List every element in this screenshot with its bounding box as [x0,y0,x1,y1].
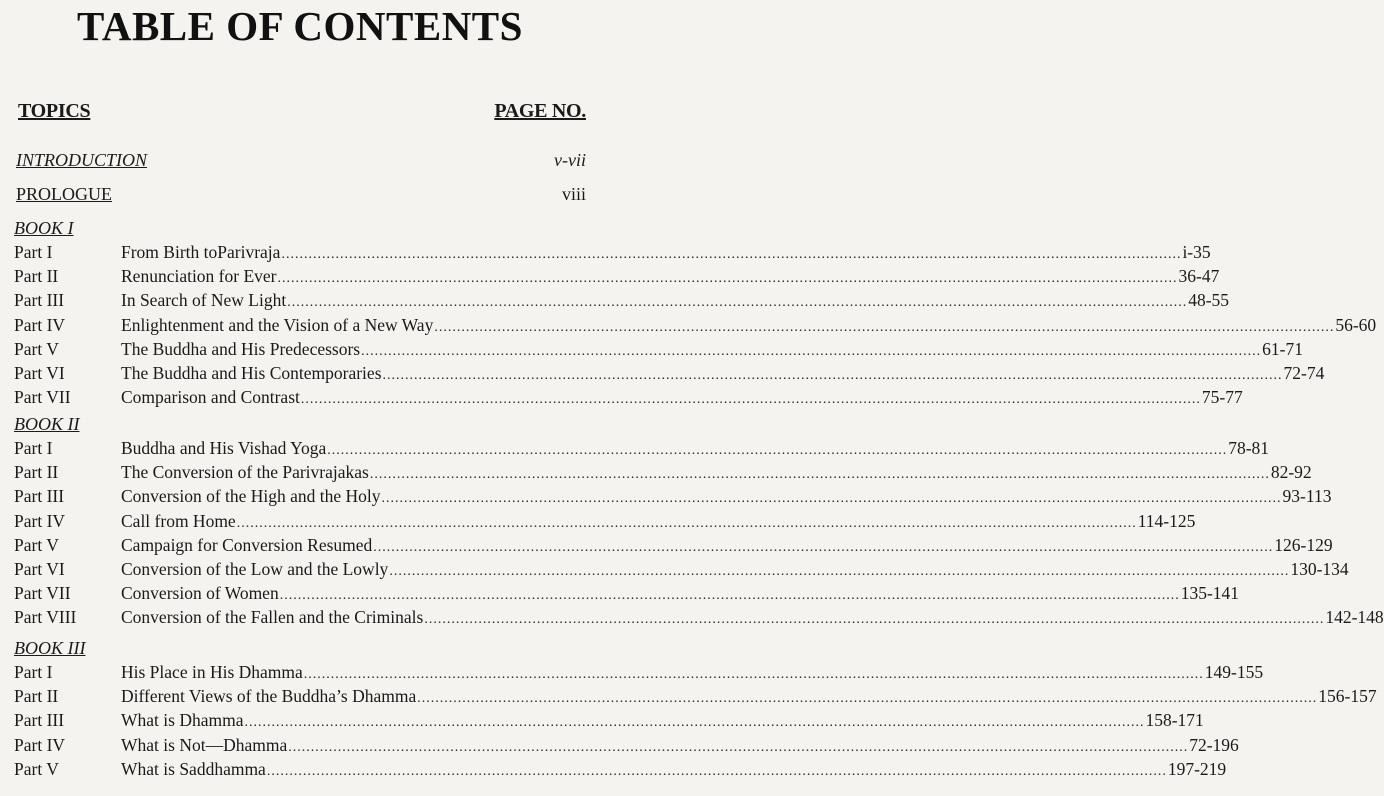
part-label: Part VI [14,363,65,383]
topic-title: Call from Home [121,510,236,531]
page-range: 135-141 [1180,583,1240,604]
page-range: 149-155 [1204,662,1264,682]
topic-title: Different Views of the Buddha’s Dhamma [121,686,417,707]
page-title: TABLE OF CONTENTS [77,3,523,49]
part-label: Part III [14,290,65,311]
toc-entry [121,288,1230,315]
page-range: 130-134 [1290,559,1349,579]
toc-row [0,288,1230,312]
topic-title: What is Not—Dhamma [121,734,288,755]
toc-entry [121,385,1243,412]
page-no-header: PAGE NO. [494,100,586,122]
dot-leader: ........................................................................................................................................................................................................ [287,295,1188,311]
toc-row [0,757,1227,781]
toc-row [0,385,1243,409]
toc-row [0,660,1264,684]
page-range: 197-219 [1167,758,1227,779]
dot-leader: ........................................................................................................................................................................................................ [288,739,1189,755]
toc-row [0,581,1240,605]
topic-title: Comparison and Contrast [121,387,300,408]
dot-leader: ........................................................................................................................................................................................................ [434,319,1335,335]
toc-entry [121,733,1239,760]
dot-leader: ........................................................................................................................................................................................................ [303,667,1204,682]
dot-leader: ........................................................................................................................................................................................................ [236,515,1137,531]
dot-leader: ........................................................................................................................................................................................................ [277,271,1178,287]
part-label: Part I [14,242,53,262]
toc-entry [121,684,1377,711]
part-label: Part V [14,758,59,779]
part-label: Part VII [14,387,71,408]
toc-row [0,436,1270,460]
toc-row [0,240,1211,264]
toc-row [0,264,1220,288]
page-range: 72-74 [1283,363,1325,383]
topic-title: Conversion of the High and the Holy [121,486,381,507]
page-range: 75-77 [1201,387,1243,408]
dot-leader: ........................................................................................................................................................................................................ [327,443,1228,458]
topic-title: The Buddha and His Predecessors [121,338,361,359]
toc-row [0,533,1333,557]
front-item-label: INTRODUCTION [16,150,148,170]
toc-entry [121,660,1264,687]
toc-entry [121,484,1332,511]
topic-title: Buddha and His Vishad Yoga [121,438,327,458]
page-range: 158-171 [1145,710,1204,731]
toc-entry [121,436,1270,463]
toc-entry [121,605,1384,632]
toc-entry [121,361,1325,388]
toc-entry [121,509,1196,536]
part-label: Part IV [14,510,66,531]
page-range: 93-113 [1282,486,1332,507]
topic-title: The Buddha and His Contemporaries [121,363,382,383]
page-range: 61-71 [1262,338,1303,359]
dot-leader: ........................................................................................................................................................................................................ [300,392,1201,408]
toc-row [0,684,1377,708]
part-label: Part V [14,534,59,555]
dot-leader: ........................................................................................................................................................................................................ [424,612,1325,628]
dot-leader: ........................................................................................................................................................................................................ [369,467,1270,483]
toc-entry [121,240,1211,267]
part-label: Part I [14,438,53,458]
book-heading: BOOK I [14,218,74,238]
part-label: Part III [14,710,65,731]
part-label: Part VII [14,583,71,604]
topic-title: Conversion of the Fallen and the Criminals [121,607,424,628]
part-label: Part II [14,266,59,287]
dot-leader: ........................................................................................................................................................................................................ [281,247,1182,262]
dot-leader: ........................................................................................................................................................................................................ [244,715,1145,731]
page-range: 156-157 [1318,686,1377,707]
topic-title: In Search of New Light [121,290,287,311]
dot-leader: ........................................................................................................................................................................................................ [361,343,1262,359]
dot-leader: ........................................................................................................................................................................................................ [417,691,1318,707]
topic-title: What is Saddhamma [121,758,266,779]
toc-row [0,337,1303,361]
toc-entry [121,557,1349,584]
topic-title: Campaign for Conversion Resumed [121,534,373,555]
dot-leader: ........................................................................................................................................................................................................ [373,539,1274,555]
part-label: Part I [14,662,53,682]
part-label: Part IV [14,314,66,335]
toc-row [0,484,1332,508]
page-range: 142-148 [1325,607,1384,628]
page-range: 72-196 [1189,734,1239,755]
topic-title: His Place in His Dhamma [121,662,303,682]
topics-header: TOPICS [18,100,91,122]
toc-entry [121,337,1303,364]
part-label: Part VIII [14,607,77,628]
page-range: 82-92 [1270,462,1312,483]
book-heading: BOOK II [14,414,80,434]
toc-row [0,509,1196,533]
part-label: Part III [14,486,65,507]
toc-entry [121,264,1220,291]
toc-row [0,361,1325,385]
toc-entry [121,708,1204,735]
toc-row [0,313,1377,337]
page-range: 36-47 [1178,266,1220,287]
toc-entry [121,460,1312,487]
page-range: 56-60 [1335,314,1377,335]
front-item-introduction [0,147,600,173]
topic-title: What is Dhamma [121,710,244,731]
topic-title: The Conversion of the Parivrajakas [121,462,369,483]
toc-row [0,557,1349,581]
page-range: 114-125 [1137,510,1196,531]
dot-leader: ........................................................................................................................................................................................................ [279,588,1180,604]
topic-title: Conversion of the Low and the Lowly [121,559,389,579]
topic-title: Conversion of Women [121,583,279,604]
part-label: Part II [14,462,59,483]
part-label: Part V [14,338,59,359]
toc-entry [121,757,1227,784]
part-label: Part IV [14,734,66,755]
dot-leader: ........................................................................................................................................................................................................ [266,763,1167,779]
topic-title: From Birth toParivraja [121,242,281,262]
book-heading: BOOK III [14,638,86,658]
front-item-page: viii [561,184,586,204]
toc-row [0,733,1239,757]
dot-leader: ........................................................................................................................................................................................................ [389,564,1290,579]
part-label: Part VI [14,559,65,579]
page-range: i-35 [1182,242,1211,262]
toc-entry [121,533,1333,560]
topic-title: Enlightenment and the Vision of a New Way [121,314,434,335]
dot-leader: ........................................................................................................................................................................................................ [381,491,1282,507]
toc-entry [121,581,1240,608]
front-item-page: v-vii [554,150,586,170]
toc-row [0,460,1312,484]
toc-row [0,708,1204,732]
toc-entry [121,313,1377,340]
page-range: 126-129 [1274,534,1333,555]
front-item-label: PROLOGUE [16,184,113,204]
page-range: 78-81 [1228,438,1270,458]
dot-leader: ........................................................................................................................................................................................................ [382,368,1283,383]
part-label: Part II [14,686,59,707]
topic-title: Renunciation for Ever [121,266,277,287]
front-item-prologue [0,181,600,207]
toc-row [0,605,1384,629]
page-range: 48-55 [1188,290,1230,311]
